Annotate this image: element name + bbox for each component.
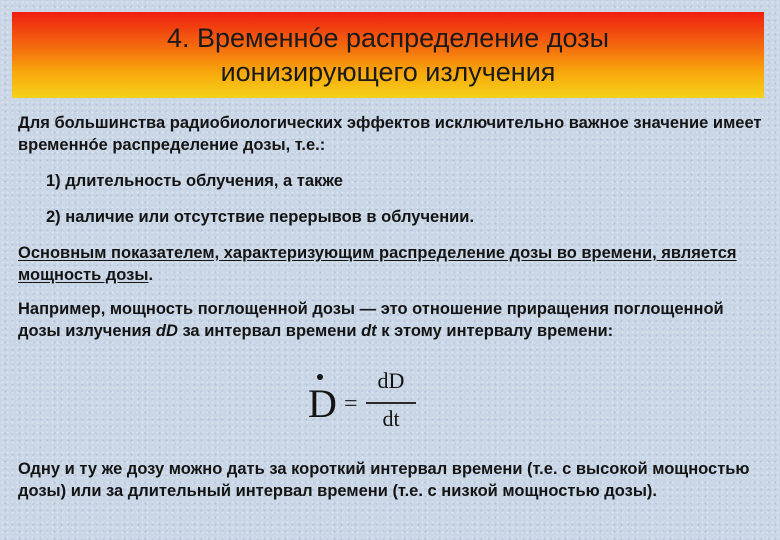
formula-denominator: dt [382, 406, 400, 431]
slide-title-line-2: ионизирующего излучения [220, 57, 556, 87]
dose-rate-definition-underlined: Основным показателем, характеризующим распределение дозы во времени, является мощность дозы [18, 244, 737, 284]
dose-rate-formula [300, 368, 430, 440]
conclusion-block [18, 458, 768, 502]
dt-term: dt [361, 322, 377, 340]
absorbed-dose-text-c: к этому интервалу времени: [376, 322, 614, 340]
title-banner [12, 12, 764, 98]
formula-lhs: D [308, 381, 337, 426]
list-item-interruptions: 2) наличие или отсутствие перерывов в облучении. [46, 208, 475, 226]
dD-term: dD [155, 322, 178, 340]
formula-numerator: dD [377, 368, 405, 393]
absorbed-dose-rate-paragraph [18, 298, 768, 342]
fraction-bar [366, 402, 416, 404]
time-derivative-dot [317, 374, 323, 380]
intro-paragraph: Для большинства радиобиологических эффектов исключительно важное значение имеет временнóе распределение дозы, т.е.: [18, 114, 762, 154]
conclusion-paragraph: Одну и ту же дозу можно дать за короткий интервал времени (т.е. с высокой мощностью дозы) или за длительный интервал времени (т.е. с низкой мощностью дозы). [18, 460, 750, 500]
dose-rate-definition-period: . [148, 266, 154, 284]
slide-body [18, 112, 768, 342]
slide-title-line-1: 4. Временнóе распределение дозы [167, 23, 609, 53]
list-item-duration: 1) длительность облучения, а также [46, 172, 343, 190]
absorbed-dose-text-a: Например, мощность поглощенной дозы — это отношение приращения поглощенной дозы излучения [18, 300, 724, 340]
dose-rate-definition [18, 242, 768, 286]
formula-equals: = [344, 391, 358, 417]
absorbed-dose-text-b: за интервал времени [177, 322, 362, 340]
